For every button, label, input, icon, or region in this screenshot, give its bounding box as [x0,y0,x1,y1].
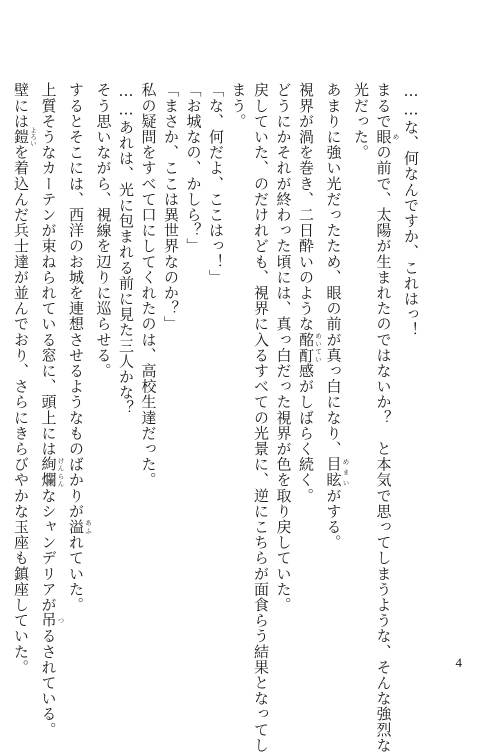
text-line: 「お城なの、かしら？」 [184,82,203,254]
text-line: 戻していた、のだけれども、視界に入るすべての光景に、逆にこちらが面食らう結果となってし [252,82,270,753]
text-line: 「な、何だよ、ここはっ！」 [207,82,225,285]
furigana: 絢爛 けんらん [39,456,65,488]
furigana: 吊 つ [39,612,65,629]
page-number: 4 [455,655,462,670]
text-line: あまりに強い光だったため、眼の前が真っ白になり、目眩 めまいがする。 [324,82,350,551]
text-line: 視界が渦を巻き、二日酔いのような酩酊 めいてい感がしばらく続く。 [297,82,322,504]
text-line: どうにかそれが終わった頃には、真っ白だった視界が色を取り戻していた。 [274,82,293,613]
text-line: そう思いながら、視線を辺りに巡らせる。 [94,82,113,379]
text-line: 光だった。 [352,82,370,160]
vertical-text-body [10,82,423,753]
text-line: 上質そうなカーテンが束ねられている窓に、頭上には絢爛 けんらんなシャンデリアが吊 つるされている。 [39,82,65,738]
furigana: 酩酊 めいてい [297,331,322,363]
text-line: 私の疑問をすべて口にしてくれたのは、高校生達だった。 [139,82,158,488]
text-line: 壁には鎧 よろいを着込んだ兵士達が並んでおり、さらにきらびやかな玉座も鎮座していた。 [12,82,37,675]
text-line: まう。 [229,82,248,129]
text-line: ……あれは、光に包まれる前に見た三人かな？ [117,82,135,416]
text-line: まるで眼 めの前で、太陽が生まれたのではないか？ と本気で思ってしまうような、そんな強烈な [374,82,400,753]
furigana: 眼 め [374,128,400,145]
furigana: 溢 あふ [67,518,92,535]
furigana: 鎧 よろい [12,126,37,147]
furigana: 目眩 めまい [324,456,350,488]
text-line: するとそこには、西洋のお城を連想させるようなものばかりが溢 あふれていた。 [67,82,92,613]
text-line: ……な、何なんですか、これはっ！ [402,82,420,338]
text-line: 「まさか、ここは異世界なのか？」 [162,82,180,332]
